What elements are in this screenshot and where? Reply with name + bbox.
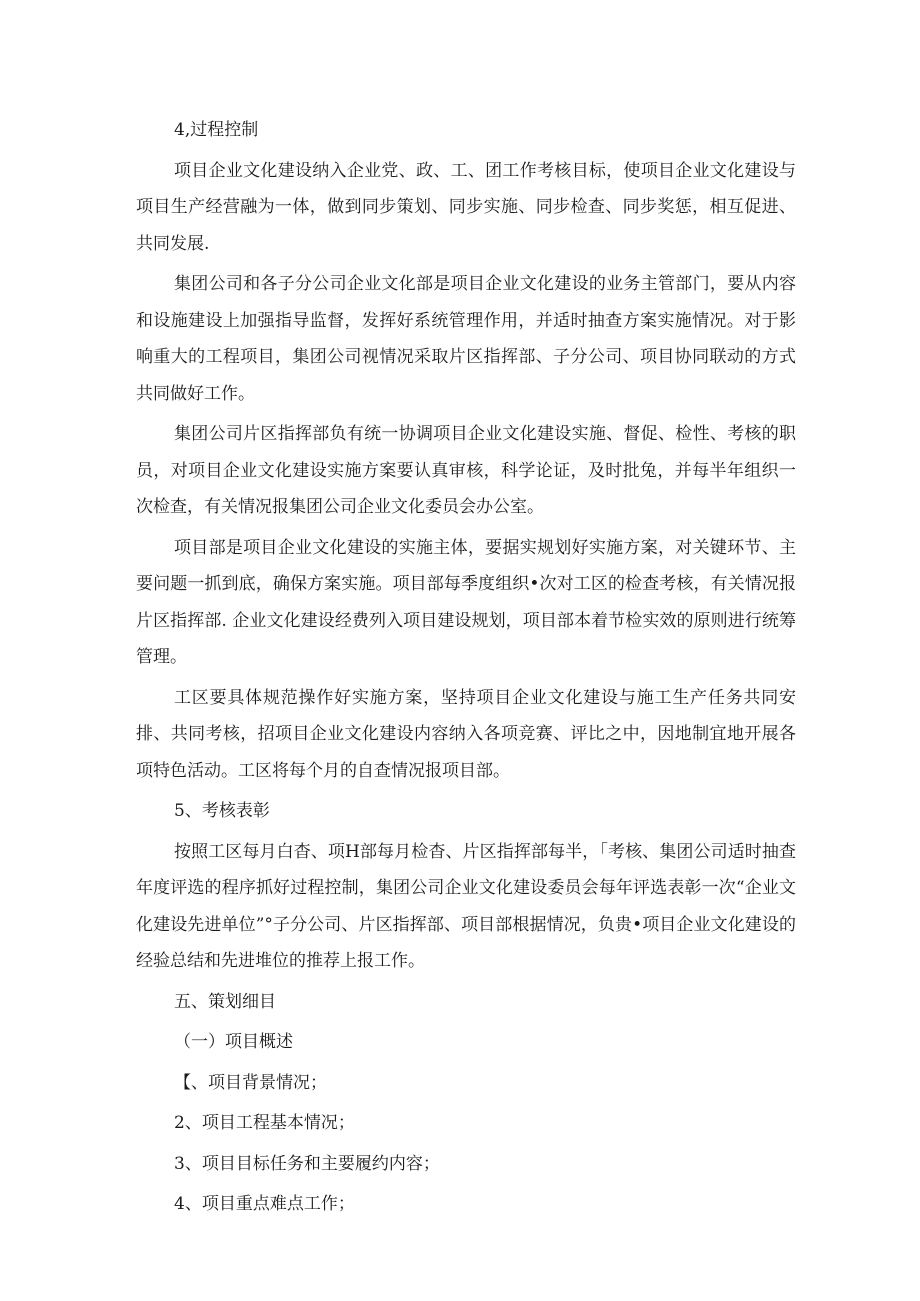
document-body [136, 112, 796, 1227]
section-heading-assessment: 5、考核表彰 [174, 801, 270, 821]
list-item: 3、项目目标任务和主要履约内容； [174, 1153, 440, 1174]
paragraph: 集团公司片区指挥部负有统一协调项目企业文化建设实施、督促、检性、考核的职员，对项目企业文化建设实施方案要认真审核，科学论证，及时批兔，并每半年组织一次检查，有关情况报集团公司企业文化委员会办公室。 [136, 424, 796, 517]
subsection-heading-overview: （一）项目概述 [174, 1032, 293, 1052]
list-item: 【、项目背景情况； [174, 1072, 327, 1093]
paragraph: 按照工区每月白杳、项H部每月检杳、片区指挥部每半，「考核、集团公司适时抽查年度评选的程序抓好过程控制，集团公司企业文化建设委员会每年评选表彰一次“企业文化建设先进单位”°子分公司、片区指挥部、项目部根据情况，负贵•项目企业文化建设的经验总结和先进堆位的推荐上报工作。 [136, 841, 796, 971]
section-heading-planning-details: 五、策划细目 [174, 991, 276, 1012]
section-heading-process-control: 4,过程控制 [174, 120, 259, 140]
list-item: 4、项目重点难点工作； [174, 1194, 355, 1214]
paragraph: 工区要具体规范操作好实施方案，坚持项目企业文化建设与施工生产任务共同安排、共同考核，招项目企业文化建设内容纳入各项竞赛、评比之中，因地制宜地开展各项特色活动。工区将每个月的自查情况报项目部。 [136, 687, 796, 781]
paragraph: 项目部是项目企业文化建设的实施主体，要据实规划好实施方案，对关键环节、主要问题一抓到底，确保方案实施。项目部每季度组织•次对工区的检查考核，有关情况报片区指挥部. 企业文化建设经费列入项目建设规划，项目部本着节检实效的原则进行统筹管理。 [136, 537, 796, 667]
list-item: 2、项目工程基本情况； [174, 1113, 355, 1133]
paragraph: 项目企业文化建设纳入企业党、政、工、团工作考核目标，使项目企业文化建设与项目生产经营融为一体，做到同步策划、同步实施、同步检查、同步奖惩，相互促进、共同发展. [136, 160, 796, 254]
paragraph: 集团公司和各子分公司企业文化部是项目企业文化建设的业务主管部门，要从内容和设施建设上加强指导监督，发挥好系统管理作用，并适时抽查方案实施情况。对于影响重大的工程项目，集团公司视情况采取片区指挥部、子分公司、项目协同联动的方式共同做好工作。 [136, 274, 796, 404]
